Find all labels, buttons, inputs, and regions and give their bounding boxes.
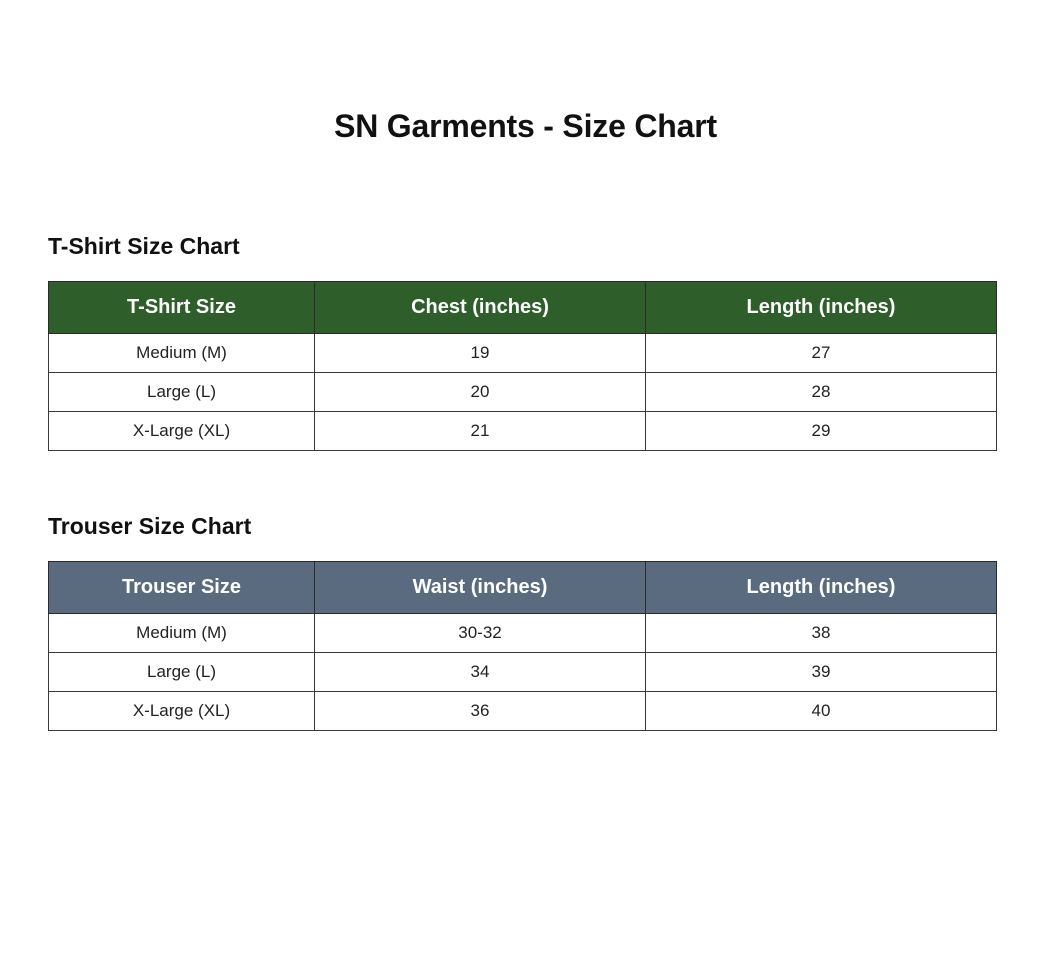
cell-size: X-Large (XL) xyxy=(49,692,315,731)
cell-length: 39 xyxy=(646,653,997,692)
trouser-size-table xyxy=(48,561,997,731)
cell-waist: 36 xyxy=(315,692,646,731)
column-header-size: Trouser Size xyxy=(49,562,315,614)
table-row xyxy=(49,692,997,731)
column-header-length: Length (inches) xyxy=(646,562,997,614)
cell-length: 38 xyxy=(646,614,997,653)
trouser-table-header xyxy=(49,562,997,614)
trouser-section xyxy=(0,513,1051,731)
page-title: SN Garments - Size Chart xyxy=(334,108,717,144)
trouser-section-heading: Trouser Size Chart xyxy=(48,513,252,539)
tshirt-table-header xyxy=(49,282,997,334)
trouser-table-body xyxy=(49,614,997,731)
table-row xyxy=(49,373,997,412)
table-row xyxy=(49,334,997,373)
cell-size: X-Large (XL) xyxy=(49,412,315,451)
cell-waist: 30-32 xyxy=(315,614,646,653)
tshirt-size-table xyxy=(48,281,997,451)
table-row xyxy=(49,614,997,653)
column-header-length: Length (inches) xyxy=(646,282,997,334)
cell-length: 40 xyxy=(646,692,997,731)
cell-size: Medium (M) xyxy=(49,614,315,653)
tshirt-section-heading: T-Shirt Size Chart xyxy=(48,233,240,259)
cell-size: Large (L) xyxy=(49,373,315,412)
tshirt-table-body xyxy=(49,334,997,451)
cell-chest: 21 xyxy=(315,412,646,451)
table-row xyxy=(49,653,997,692)
cell-length: 29 xyxy=(646,412,997,451)
tshirt-section xyxy=(0,233,1051,451)
table-row xyxy=(49,412,997,451)
table-header-row xyxy=(49,282,997,334)
cell-length: 27 xyxy=(646,334,997,373)
column-header-waist: Waist (inches) xyxy=(315,562,646,614)
cell-length: 28 xyxy=(646,373,997,412)
cell-size: Large (L) xyxy=(49,653,315,692)
cell-size: Medium (M) xyxy=(49,334,315,373)
cell-waist: 34 xyxy=(315,653,646,692)
cell-chest: 20 xyxy=(315,373,646,412)
column-header-chest: Chest (inches) xyxy=(315,282,646,334)
table-header-row xyxy=(49,562,997,614)
cell-chest: 19 xyxy=(315,334,646,373)
column-header-size: T-Shirt Size xyxy=(49,282,315,334)
